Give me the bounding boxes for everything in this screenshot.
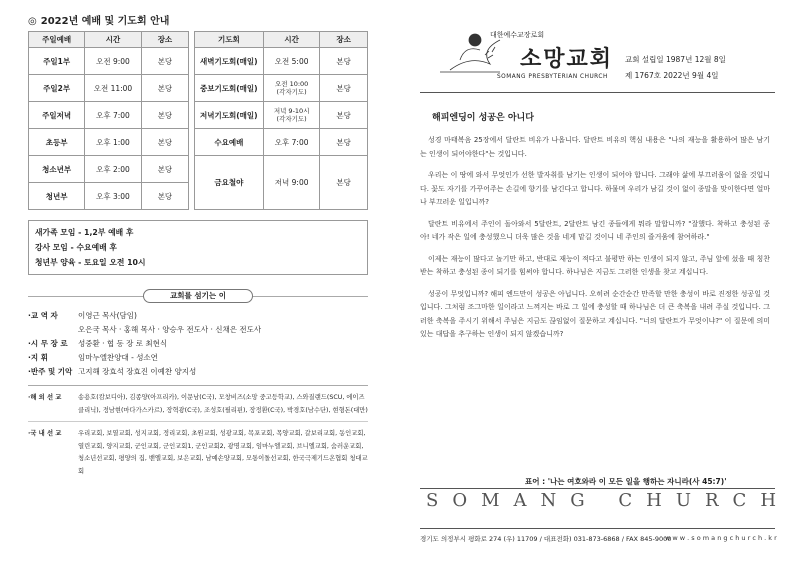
paragraph: 이제는 재능이 많다고 놀기만 하고, 반대로 재능이 적다고 불평만 하는 인생이 되지 않고, 주님 앞에 섰을 때 칭찬 받는 착하고 충성된 종이 되기를 힘써야 합니다. 하나님은 지금도 그러한 인생을 찾고 계십니다. xyxy=(420,254,770,276)
mission-list xyxy=(28,392,368,478)
paragraph: 성경 마태복음 25장에서 달란트 비유가 나옵니다. 달란트 비유의 핵심 내용은 "나의 재능을 활용하여 많은 남기는 인생이 되어야한다"는 것입니다. xyxy=(420,136,770,158)
notice-item: 청년부 양육 - 토요일 오전 10시 xyxy=(35,258,146,267)
col-header: 시간 xyxy=(85,32,141,48)
divider xyxy=(420,488,775,489)
church-english-name: SOMANG PRESBYTERIAN CHURCH xyxy=(497,74,608,80)
motto: 표어 : '나는 여호와라 이 모든 일을 행하는 자니라(사 45:7)' xyxy=(525,477,727,486)
col-header: 시간 xyxy=(263,32,319,48)
col-header: 주일예배 xyxy=(29,32,85,48)
list-item: 오은국 목사 · 홍해 목사 · 양승우 전도사 · 신채은 전도사 xyxy=(78,325,262,334)
paragraph: 달란트 비유에서 주인이 돌아와서 5달란트, 2달란트 남긴 종들에게 뭐라 말합니까? "잘했다. 착하고 충성된 종아! 네가 작은 일에 충성했으니 더욱 많은 것을 네게 맡길 것이니 네 주인의 즐거움에 참여하라." xyxy=(420,219,770,241)
table-row: 청년부 오후 3:00 본당 xyxy=(29,183,368,210)
article-body xyxy=(420,134,770,350)
denomination: 대한예수교장로회 xyxy=(490,31,545,39)
list-item: ·반주 및 기악 고지해 장효석 장효진 이예찬 양지성 xyxy=(28,367,197,376)
website-link[interactable]: w w w . s o m a n g c h u r c h . k r xyxy=(665,534,777,542)
divider xyxy=(420,92,775,93)
church-name: 소망교회 xyxy=(520,46,614,72)
list-item: ·교 역 자 이영근 목사(담임) xyxy=(28,311,137,320)
schedule-table xyxy=(28,31,368,210)
bullseye-icon: ◎ xyxy=(28,16,37,27)
col-header: 장소 xyxy=(141,32,189,48)
footer-church-name: SOMANG CHURCH xyxy=(426,490,791,511)
table-row: 주일저녁 오후 7:00 본당 저녁기도회(매일) 저녁 9-10시 (각자기도) 본당 xyxy=(29,102,368,129)
col-header: 기도회 xyxy=(194,32,263,48)
table-row: 주일2부 오전 11:00 본당 중보기도회(매일) 오전 10:00 (각자기도) 본당 xyxy=(29,75,368,102)
list-item: ·지 휘 임마누엘찬양대 - 성소연 xyxy=(28,353,158,362)
paragraph: 우리는 이 땅에 와서 무엇인가 선한 발자취를 남기는 인생이 되어야 합니다. 그래야 삶에 부끄러움이 없을 것입니다. 꽃도 자기를 가꾸어주는 손길에 향기를 남긴다고 합니다. 하물며 우리가 남길 것이 없이 종말을 맞이한다면 얼마나 부끄러운 일입니까? xyxy=(420,171,770,206)
col-header: 장소 xyxy=(320,32,368,48)
issue-number: 제 1767호 2022년 9월 4일 xyxy=(625,71,719,80)
domestic-mission: ·국 내 선 교 우리교회, 보열교회, 성지교회, 정리교회, 초원교회, 성광교회, 목포교회, 목양교회, 갈보리교회, 동인교회, 열린교회, 양지교회, 군인교회, 군인교회1, 군인교회2, 광명교회, 임마누엘교회, 브니엘교회, 숨러운교회, 청소년선교회, 평양의 집, 밴엘교회, 보은교회, 남예손양교회, 모통이돌선교회, 한국극제기드온협회 청대교회 xyxy=(28,430,368,475)
notice-item: 강사 모임 - 수요예배 후 xyxy=(35,243,117,252)
paragraph: 성공이 무엇입니까? 해피 엔드만이 성공은 아닙니다. 오히려 순간순간 만족할 만한 충성이 바로 진정한 성공일 것입니다. 그처럼 조그마한 일이라고 느껴지는 바로 그 일에 충성할 때 하나님은 더 큰 축복을 내려 주실 것입니다. 그러한 축복을 주시기 위해서 주님은 지금도 끊임없이 질문하고 계십니다. "너의 달란트가 무엇이냐?" 이 질문에 의미 있는 대답을 추구하는 인생이 되지 않겠습니까? xyxy=(420,289,770,338)
serve-title: 교회를 섬기는 이 xyxy=(143,289,253,303)
table-row: 초등부 오후 1:00 본당 수요예배 오후 7:00 본당 xyxy=(29,129,368,156)
notice-box xyxy=(28,220,368,275)
foreign-mission: ·해 외 선 교 송용호(캄보디아), 김종양(아프리카), 이문남(C국), 모창비즈(소망 중고등학교), 스와질랜드(SCU, 에이즈클리닉), 정남현(마다가스카르), 장혁광(C국), 조성호(필리핀), 장정환(C국), 박경호(남수단), 현형돈(대만) xyxy=(28,394,368,414)
list-item: ·시 무 장 로 성중환 · 협 동 장 로 최현식 xyxy=(28,339,168,348)
divider xyxy=(420,528,775,529)
notice-item: 새가족 모임 - 1,2부 예배 후 xyxy=(35,228,134,237)
founded-date: 교회 설립일 1987년 12월 8일 xyxy=(625,55,726,64)
schedule-title: ◎ 2022년 예배 및 기도회 안내 xyxy=(28,16,170,27)
roles-list xyxy=(28,309,368,379)
table-row: 주일1부 오전 9:00 본당 새벽기도회(매일) 오전 5:00 본당 xyxy=(29,48,368,75)
left-column xyxy=(28,12,368,478)
table-row: 청소년부 오후 2:00 본당 금요철야 저녁 9:00 본당 xyxy=(29,156,368,183)
church-address: 경기도 의정부시 평화로 274 (우) 11709 / 대표전화) 031-873-6868 / FAX 845-9000 xyxy=(420,535,672,543)
article-title: 해피엔딩이 성공은 아니다 xyxy=(432,113,534,123)
